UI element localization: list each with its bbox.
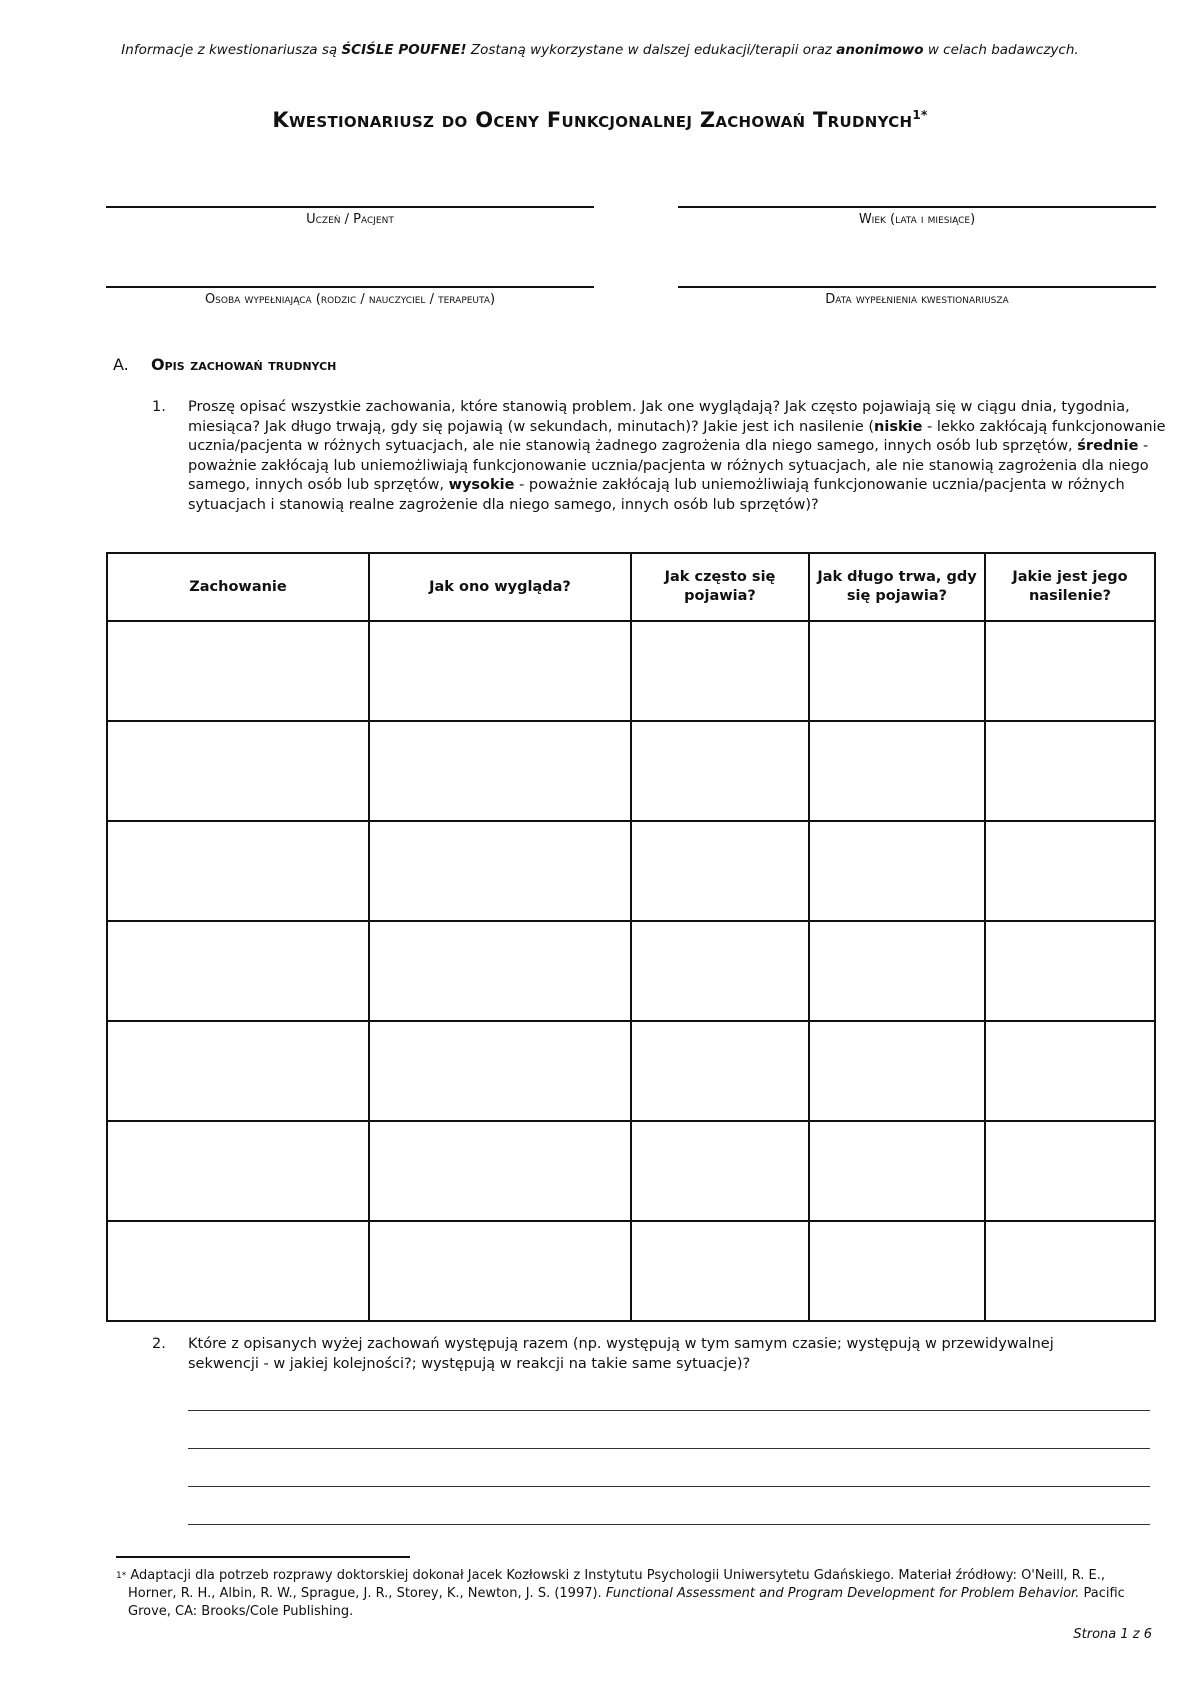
section-a-letter: A. [113,355,129,374]
student-label: Uczeń / Pacjent [306,212,394,227]
table-cell[interactable] [369,721,631,821]
table-cell[interactable] [809,721,985,821]
table-row [107,1221,1155,1321]
table-cell[interactable] [369,921,631,1021]
table-cell[interactable] [107,1121,369,1221]
table-cell[interactable] [631,821,809,921]
table-cell[interactable] [809,1121,985,1221]
notice-part-1: Informacje z kwestionariusza są [121,42,342,58]
table-cell[interactable] [631,1021,809,1121]
table-cell[interactable] [985,1121,1155,1221]
table-header-row [107,553,1155,621]
table-cell[interactable] [985,721,1155,821]
table-cell[interactable] [631,1221,809,1321]
footnote-text-2: Pacific Grove, CA: Brooks/Cole Publishing. [128,1586,1125,1619]
table-cell[interactable] [985,1021,1155,1121]
answer-line[interactable] [188,1524,1150,1525]
header-behavior: Zachowanie [107,553,369,621]
answer-line[interactable] [188,1486,1150,1487]
question-2-text: Które z opisanych wyżej zachowań występują razem (np. występują w tym samym czasie; występują w przewidywalnej sekwencji - w jakiej kolejności?; występują w reakcji na takie same sytuacje)? [188,1336,1054,1372]
q1-bold-high: wysokie [448,477,515,493]
table-cell[interactable] [809,1221,985,1321]
age-label: Wiek (lata i miesiące) [858,212,976,227]
table-cell[interactable] [107,921,369,1021]
q1-bold-medium: średnie [1077,438,1139,454]
table-row [107,821,1155,921]
title-text: Kwestionariusz do Oceny Funkcjonalnej Zachowań Trudnych [272,108,913,132]
date-label: Data wypełnienia kwestionariusza [825,292,1009,307]
table-row [107,1121,1155,1221]
table-cell[interactable] [985,1221,1155,1321]
q1-text-1: Proszę opisać wszystkie zachowania, które stanowią problem. Jak one wyglądają? Jak często pojawiają się w ciągu dnia, tygodnia, miesiąca? Jak długo trwają, gdy się pojawią (w sekundach, minutach)? Jakie jest ich nasilenie ( [188,399,1130,435]
filled-by-field[interactable] [106,286,594,307]
table-cell[interactable] [631,621,809,721]
header-appearance: Jak ono wygląda? [369,553,631,621]
confidentiality-notice [0,42,1200,58]
notice-part-3: w celach badawczych. [923,42,1079,58]
q1-text-2: - lekko zakłócają funkcjonowanie ucznia/pacjenta w różnych sytuacjach, ale nie stanowią żadnego zagrożenia dla niego samego, innych osób lub sprzętów, [188,418,1166,454]
table-row [107,721,1155,821]
table-cell[interactable] [369,1121,631,1221]
header-duration: Jak długo trwa, gdy się pojawia? [809,553,985,621]
document-title [0,108,1200,132]
question-1-text [188,398,1188,515]
table-cell[interactable] [369,1021,631,1121]
table-cell[interactable] [369,821,631,921]
table-cell[interactable] [985,621,1155,721]
question-1-number: 1. [152,399,166,415]
behaviors-table [106,552,1156,1322]
table-cell[interactable] [107,821,369,921]
header-frequency: Jak często się pojawia? [631,553,809,621]
student-field[interactable] [106,206,594,227]
table-cell[interactable] [107,1221,369,1321]
table-cell[interactable] [809,1021,985,1121]
table-cell[interactable] [809,621,985,721]
table-cell[interactable] [107,721,369,821]
footnote-text-1: Adaptacji dla potrzeb rozprawy doktorskiej dokonał Jacek Kozłowski z Instytutu Psychologii Uniwersytetu Gdańskiego. Materiał źródłowy: O'Neill, R. E., Horner, R. H., Albin, R. W., Sprague, J. R., Storey, K., Newton, J. S. (1997). [126,1568,1106,1601]
table-cell[interactable] [631,721,809,821]
q1-bold-low: niskie [874,418,923,435]
notice-strong-1: ŚCIŚLE POUFNE! [341,42,467,58]
table-cell[interactable] [107,621,369,721]
answer-line[interactable] [188,1448,1150,1449]
table-cell[interactable] [809,921,985,1021]
table-cell[interactable] [107,1021,369,1121]
table-cell[interactable] [809,821,985,921]
notice-strong-2: anonimowo [836,42,924,58]
filled-by-label: Osoba wypełniająca (rodzic / nauczyciel / terapeuta) [204,292,496,307]
answer-line[interactable] [188,1410,1150,1411]
footnote-italic-title: Functional Assessment and Program Development for Problem Behavior. [605,1586,1080,1601]
title-footnote-mark: 1* [912,108,928,122]
page-number: Strona 1 z 6 [1073,1627,1152,1642]
table-cell[interactable] [985,921,1155,1021]
table-cell[interactable] [369,1221,631,1321]
header-intensity: Jakie jest jego nasilenie? [985,553,1155,621]
table-cell[interactable] [985,821,1155,921]
table-cell[interactable] [631,921,809,1021]
question-2-number: 2. [152,1336,166,1352]
section-a-title: Opis zachowań trudnych [151,355,337,374]
table-cell[interactable] [369,621,631,721]
notice-part-2: Zostaną wykorzystane w dalszej edukacji/terapii oraz [466,42,837,58]
footnote-mark: 1* [116,1571,127,1581]
table-row [107,921,1155,1021]
age-field[interactable] [678,206,1156,227]
table-row [107,1021,1155,1121]
date-field[interactable] [678,286,1156,307]
footnote-separator [116,1556,410,1558]
q1-text-4: - poważnie zakłócają lub uniemożliwiają funkcjonowanie ucznia/pacjenta w różnych sytuacjach i stanowią realne zagrożenie dla niego samego, innych osób lub sprzętów)? [188,477,1125,513]
table-row [107,621,1155,721]
table-cell[interactable] [631,1121,809,1221]
section-a-heading [113,355,336,374]
q1-text-3: - poważnie zakłócają lub uniemożliwiają funkcjonowanie ucznia/pacjenta w różnych sytuacjach, ale nie stanowią zagrożenia dla niego samego, innych osób lub sprzętów, [188,438,1149,493]
footnote [116,1567,1156,1621]
